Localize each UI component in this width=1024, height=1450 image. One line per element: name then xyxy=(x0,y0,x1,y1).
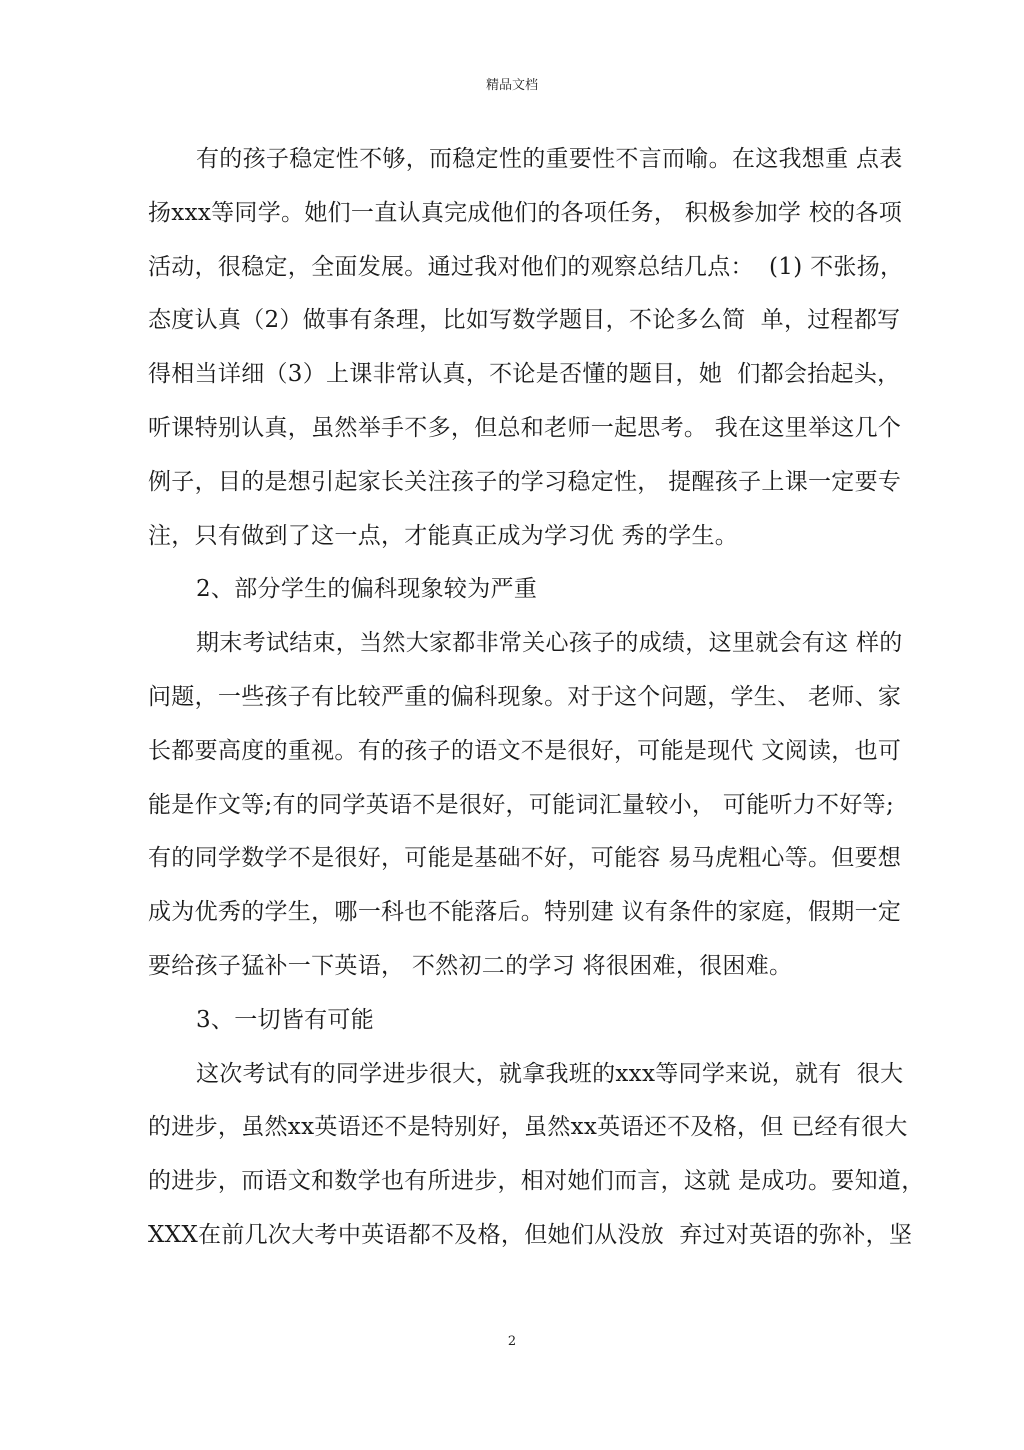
paragraph-line: 期末考试结束，当然大家都非常关心孩子的成绩，这里就会有这 样的 xyxy=(196,630,903,657)
paragraph-line: 能是作文等;有的同学英语不是很好，可能词汇量较小， 可能听力不好等; xyxy=(148,791,895,818)
paragraph-line: 有的孩子稳定性不够，而稳定性的重要性不言而喻。在这我想重 点表 xyxy=(196,146,903,172)
section-heading: 2、部分学生的偏科现象较为严重 xyxy=(196,576,538,603)
paragraph-line: 长都要高度的重视。有的孩子的语文不是很好，可能是现代 文阅读，也可 xyxy=(148,737,902,764)
paragraph-line: 得相当详细（3）上课非常认真，不论是否懂的题目，她 们都会抬起头， xyxy=(148,361,901,388)
page-number: 2 xyxy=(507,1334,517,1349)
paragraph-line: 这次考试有的同学进步很大，就拿我班的xxx等同学来说，就有 很大 xyxy=(196,1060,904,1087)
paragraph-line: 活动，很稳定，全面发展。通过我对他们的观察总结几点： (1) 不张扬， xyxy=(148,253,904,280)
paragraph-line: 扬xxx等同学。她们一直认真完成他们的各项任务， 积极参加学 校的各项 xyxy=(148,199,903,226)
paragraph-line: 例子，目的是想引起家长关注孩子的学习稳定性， 提醒孩子上课一定要专 xyxy=(148,468,902,495)
paragraph-line: 的进步，虽然xx英语还不是特别好，虽然xx英语还不及格，但 已经有很大 xyxy=(148,1114,908,1141)
paragraph-line: 听课特别认真，虽然举手不多，但总和老师一起思考。 我在这里举这几个 xyxy=(148,414,902,441)
paragraph-line: XXX在前几次大考中英语都不及格，但她们从没放 弃过对英语的弥补，坚 xyxy=(148,1221,913,1248)
paragraph-line: 有的同学数学不是很好，可能是基础不好，可能容 易马虎粗心等。但要想 xyxy=(148,845,902,872)
paragraph-line: 要给孩子猛补一下英语， 不然初二的学习 将很困难，很困难。 xyxy=(148,952,793,979)
paragraph-line: 态度认真（2）做事有条理，比如写数学题目，不论多么简 单，过程都写 xyxy=(148,307,901,334)
document-body xyxy=(148,141,925,1271)
page-header: 精品文档 xyxy=(485,78,538,93)
paragraph-line: 成为优秀的学生，哪一科也不能落后。特别建 议有条件的家庭，假期一定 xyxy=(148,899,902,926)
paragraph-line: 注，只有做到了这一点，才能真正成为学习优 秀的学生。 xyxy=(148,522,739,549)
section-heading: 3、一切皆有可能 xyxy=(196,1006,375,1033)
paragraph-line: 的进步，而语文和数学也有所进步，相对她们而言，这就 是成功。要知道， xyxy=(148,1168,925,1195)
paragraph-line: 问题，一些孩子有比较严重的偏科现象。对于这个问题，学生、 老师、家 xyxy=(148,683,902,710)
